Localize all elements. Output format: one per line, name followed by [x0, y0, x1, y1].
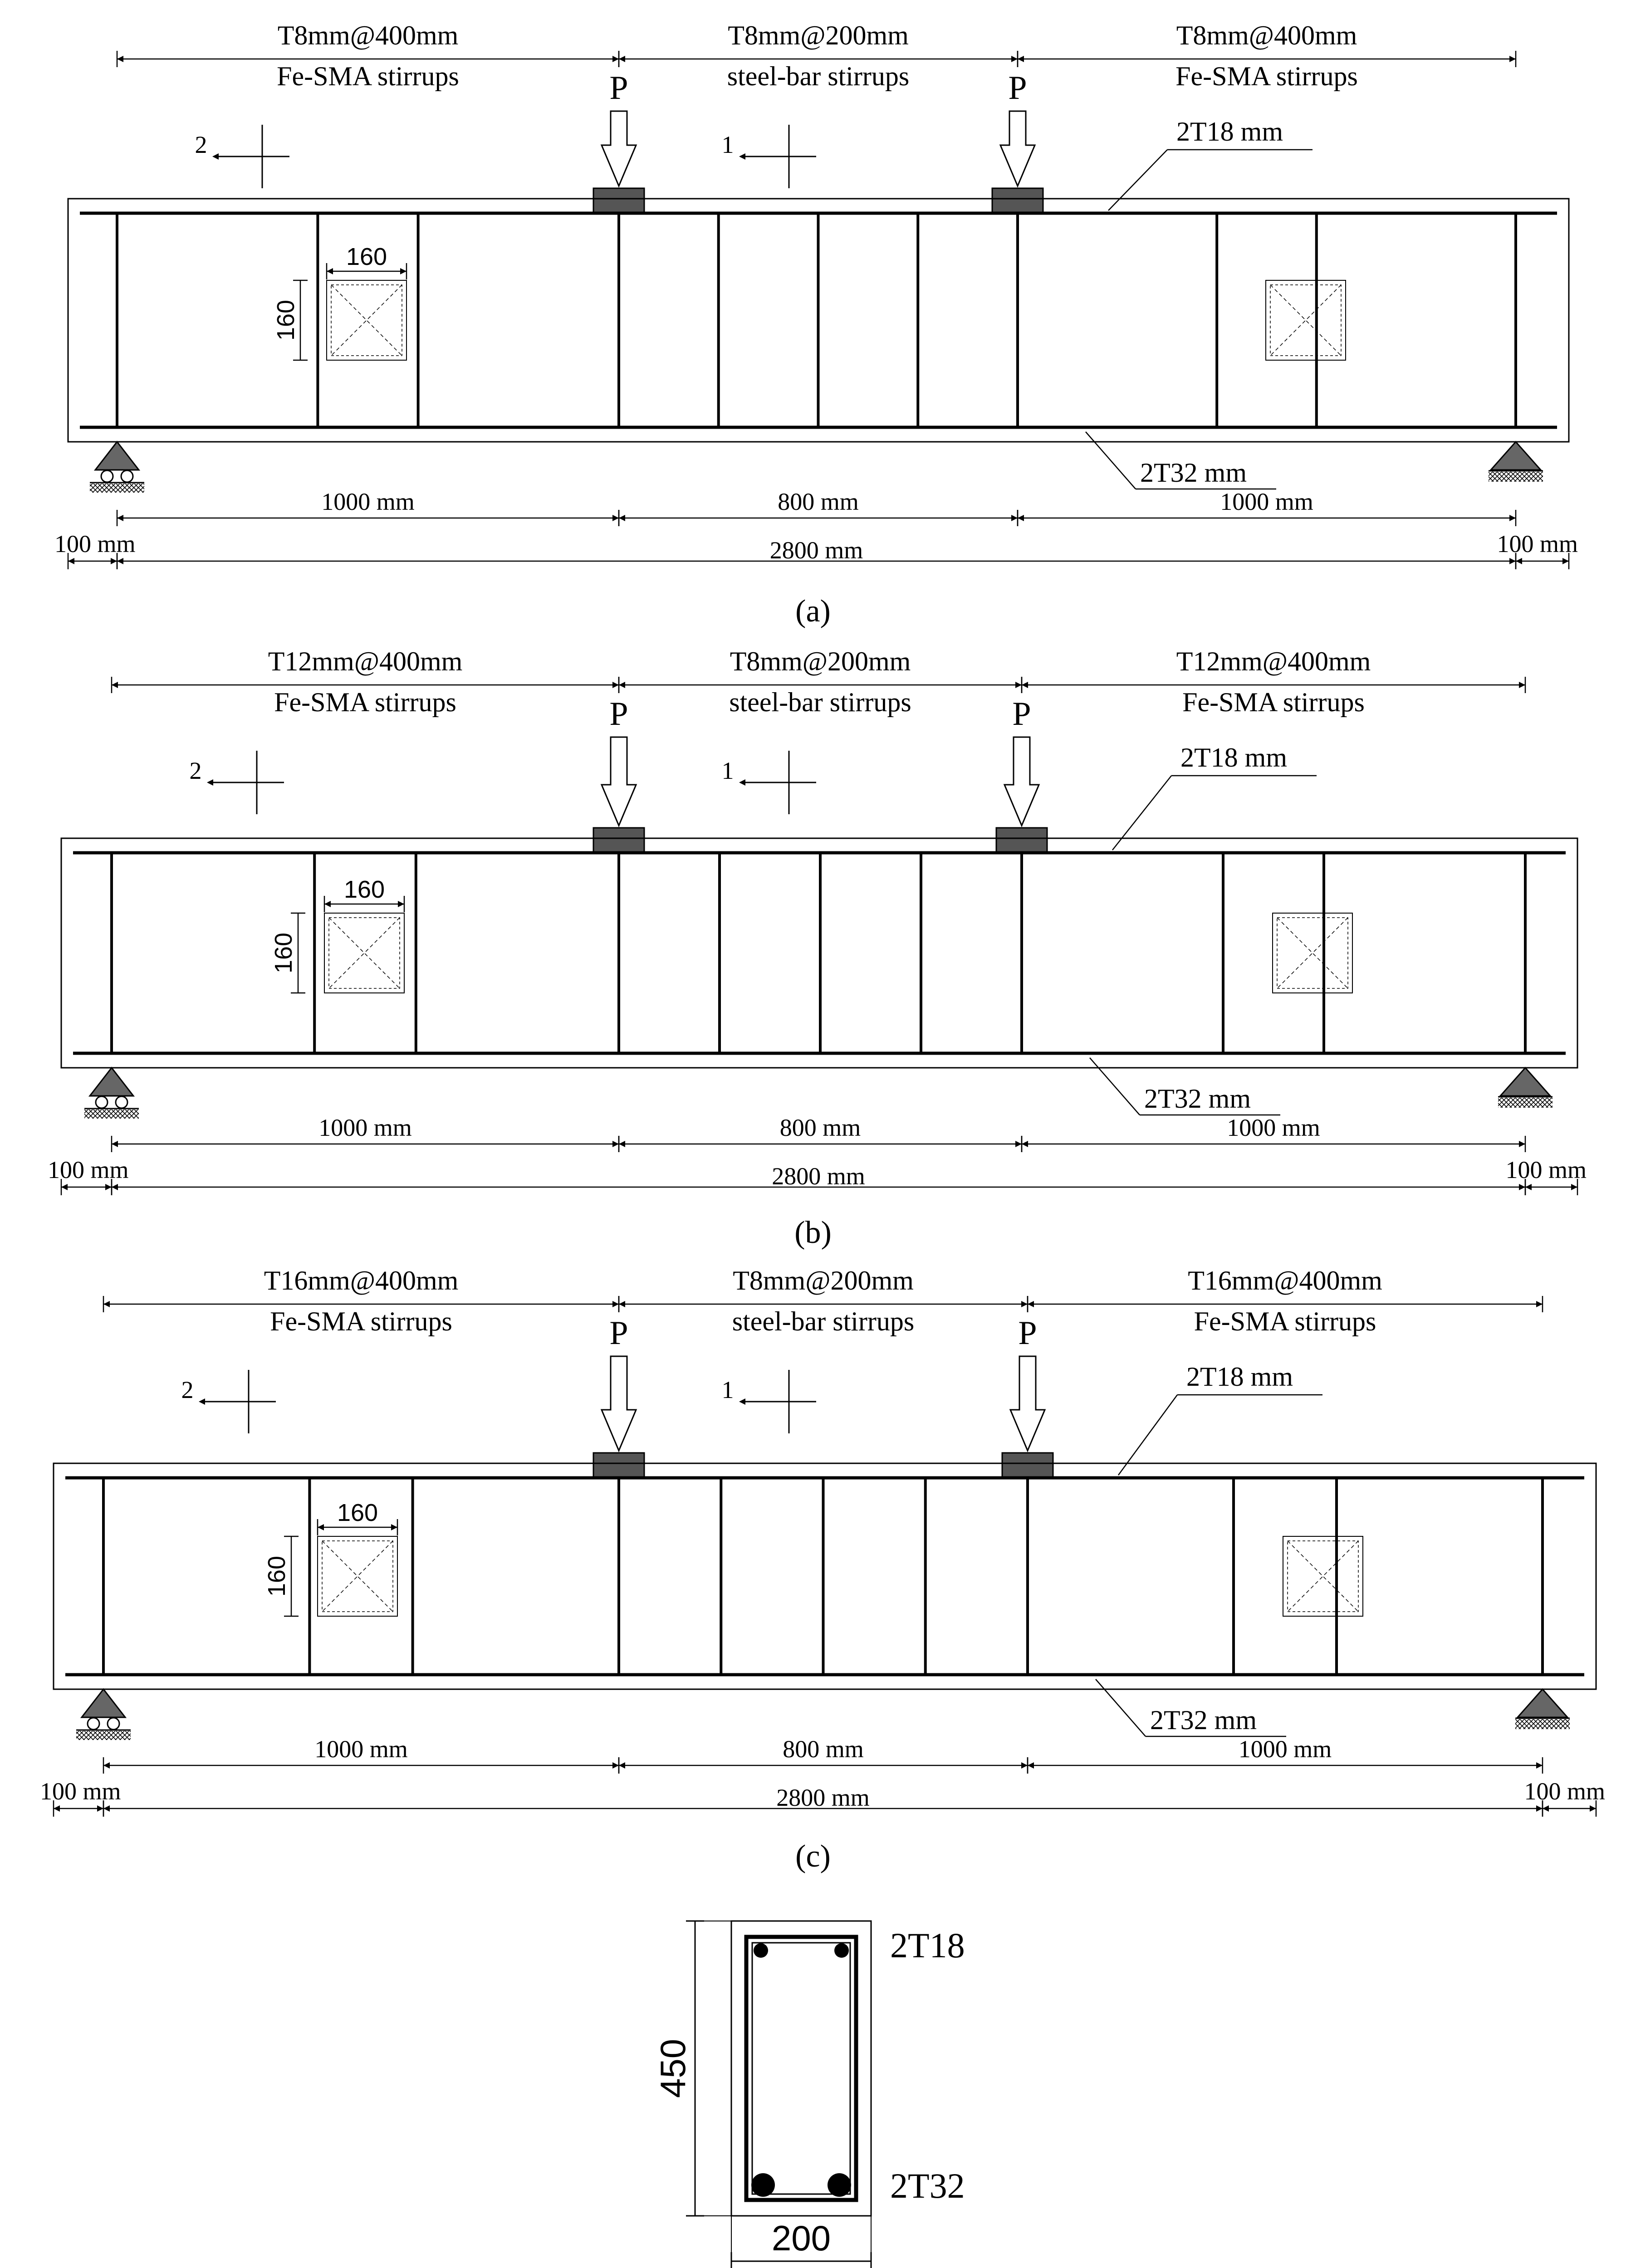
- panel-caption: (a): [795, 594, 831, 629]
- span-middle-label: 800 mm: [779, 1114, 861, 1141]
- roller: [116, 1096, 127, 1108]
- section-mark-label: 1: [721, 131, 734, 158]
- total-length-label: 2800 mm: [772, 1163, 865, 1190]
- leader-line: [1096, 1679, 1146, 1736]
- span-left-label: 1000 mm: [314, 1735, 408, 1763]
- load-plate: [1002, 1453, 1053, 1478]
- left-stirrup-spec: T16mm@400mm: [264, 1266, 459, 1295]
- roller: [101, 470, 113, 482]
- pin-support: [1515, 1689, 1570, 1729]
- middle-stirrup-spec: T8mm@200mm: [730, 646, 911, 676]
- box-width-label: 160: [343, 876, 385, 903]
- support-triangle: [1500, 1068, 1550, 1096]
- dimension-arrow-right: [398, 901, 404, 907]
- section-mark-1: [722, 751, 817, 814]
- load-plate: [593, 188, 644, 213]
- load-arrow: [602, 737, 636, 826]
- box-height-dimension: [263, 1536, 299, 1616]
- dimension-arrow-left: [1018, 56, 1024, 62]
- dimension-arrow-left: [1525, 1184, 1532, 1190]
- dimension-arrow-left: [117, 56, 123, 62]
- load-plate: [593, 1453, 644, 1478]
- dimension-arrow-right: [1536, 1301, 1543, 1307]
- left-stirrup-spec: T8mm@400mm: [277, 20, 459, 50]
- right-stirrup-type: Fe-SMA stirrups: [1175, 61, 1358, 91]
- dimension-arrow-right: [1519, 682, 1525, 688]
- middle-stirrup-spec: T8mm@200mm: [728, 20, 909, 50]
- dimension-arrow-right: [1519, 1184, 1525, 1190]
- section-bottom-bars-label: 2T32: [890, 2166, 965, 2205]
- span-right-label: 1000 mm: [1227, 1114, 1320, 1141]
- box-height-dimension: [270, 913, 305, 993]
- dimension-arrow-left: [103, 1301, 110, 1307]
- dimension-arrow-right: [1021, 1762, 1028, 1769]
- section-arrow: [739, 1398, 745, 1405]
- section-mark-label: 2: [195, 131, 207, 158]
- middle-stirrup-type: steel-bar stirrups: [727, 61, 910, 91]
- load-plate: [593, 828, 644, 853]
- dimension-arrow-left: [103, 1805, 110, 1812]
- section-mark-label: 2: [181, 1376, 194, 1403]
- support-triangle: [82, 1689, 125, 1717]
- ground-hatch: [1515, 1719, 1570, 1729]
- section-height-label: 450: [653, 2038, 693, 2098]
- bottom-bar-left: [751, 2173, 775, 2197]
- panel-caption: (c): [795, 1839, 831, 1874]
- bottom-bar-text: 2T32 mm: [1144, 1084, 1251, 1114]
- pin-support: [1498, 1068, 1553, 1108]
- dimension-arrow-right: [612, 56, 619, 62]
- dimension-arrow-left: [1516, 558, 1522, 564]
- section-arrow: [212, 153, 219, 160]
- dimension-arrow-left: [61, 1184, 68, 1190]
- dimension-arrow-left: [1028, 1301, 1034, 1307]
- box-width-label: 160: [346, 243, 387, 270]
- load-point: [992, 69, 1043, 213]
- dimension-arrow-left: [619, 1141, 625, 1147]
- roller-support: [90, 442, 144, 493]
- right-stirrup-type: Fe-SMA stirrups: [1194, 1306, 1376, 1336]
- support-triangle: [1518, 1689, 1567, 1717]
- dimension-arrow-right: [1021, 1301, 1028, 1307]
- load-label: P: [609, 69, 628, 107]
- beam-panel-b: [48, 646, 1587, 1250]
- dimension-arrow-right: [612, 1141, 619, 1147]
- leader-line: [1086, 432, 1136, 489]
- overhang-left-label: 100 mm: [40, 1778, 121, 1805]
- gauge-box-right: [1266, 280, 1346, 360]
- span-middle-label: 800 mm: [783, 1735, 864, 1763]
- section-mark-label: 1: [721, 757, 734, 784]
- dimension-arrow-right: [1519, 1141, 1525, 1147]
- bottom-bar-label: [1096, 1679, 1286, 1736]
- section-top-bars-label: 2T18: [890, 1926, 965, 1965]
- roller-support: [76, 1689, 131, 1740]
- overhang-left-label: 100 mm: [48, 1156, 129, 1183]
- gauge-box-right: [1273, 913, 1352, 993]
- gauge-box-right: [1283, 1536, 1363, 1616]
- right-stirrup-spec: T8mm@400mm: [1176, 20, 1357, 50]
- load-arrow: [1004, 737, 1039, 826]
- load-label: P: [609, 695, 628, 733]
- bottom-bar-label: [1090, 1058, 1280, 1115]
- load-plate: [996, 828, 1047, 853]
- top-bar-label: [1118, 1362, 1322, 1475]
- left-stirrup-type: Fe-SMA stirrups: [277, 61, 459, 91]
- dimension-arrow-left: [117, 515, 123, 521]
- dimension-arrow-right: [612, 1301, 619, 1307]
- leader-line: [1108, 150, 1167, 210]
- overhang-right-label: 100 mm: [1524, 1778, 1605, 1805]
- dimension-arrow-right: [1590, 1805, 1596, 1812]
- load-label: P: [1008, 69, 1027, 107]
- dimension-arrow-left: [112, 1184, 118, 1190]
- section-stirrup-inner: [752, 1943, 850, 2194]
- middle-stirrup-type: steel-bar stirrups: [729, 687, 911, 717]
- beam-panel-a: [54, 20, 1578, 629]
- section-mark-label: 2: [189, 757, 202, 784]
- section-arrow: [199, 1398, 205, 1405]
- beam-panel-c: [40, 1266, 1605, 1874]
- dimension-arrow-left: [327, 268, 333, 274]
- dimension-arrow-left: [1543, 1805, 1549, 1812]
- beam-panels: [40, 20, 1605, 1874]
- middle-stirrup-spec: T8mm@200mm: [733, 1266, 914, 1295]
- section-width-dimension: [731, 2216, 871, 2268]
- dimension-arrow-right: [1509, 56, 1516, 62]
- span-left-label: 1000 mm: [321, 488, 415, 515]
- gauge-box-left: [270, 876, 404, 993]
- dimension-arrow-right: [1509, 515, 1516, 521]
- section-width-label: 200: [771, 2218, 831, 2258]
- overhang-right-label: 100 mm: [1505, 1156, 1587, 1183]
- span-left-label: 1000 mm: [318, 1114, 412, 1141]
- dimension-arrow-right: [105, 1184, 112, 1190]
- dimension-arrow-right: [1536, 1762, 1543, 1769]
- box-height-dimension: [272, 280, 308, 360]
- dimension-arrow-right: [111, 558, 117, 564]
- ground-hatch: [76, 1731, 131, 1740]
- dimension-arrow-left: [619, 1762, 625, 1769]
- dimension-arrow-left: [68, 558, 74, 564]
- load-arrow: [602, 1356, 636, 1451]
- load-arrow: [602, 111, 636, 186]
- section-mark-1: [722, 1370, 817, 1433]
- ground-hatch: [1498, 1098, 1553, 1108]
- dimension-arrow-right: [391, 1524, 397, 1530]
- section-mark-1: [722, 125, 817, 188]
- dimension-arrow-left: [1018, 515, 1024, 521]
- dimension-arrow-right: [1015, 1141, 1022, 1147]
- dimension-arrow-left: [112, 1141, 118, 1147]
- dimension-arrow-right: [1011, 515, 1018, 521]
- total-length-label: 2800 mm: [769, 537, 863, 564]
- dimension-arrow-right: [1571, 1184, 1577, 1190]
- overhang-left-label: 100 mm: [54, 530, 136, 557]
- box-height-label: 160: [263, 1555, 290, 1597]
- top-bar-label: [1112, 743, 1317, 850]
- dimension-arrow-left: [324, 901, 331, 907]
- dimension-arrow-right: [612, 682, 619, 688]
- stirrups: [112, 853, 1525, 1053]
- dimension-arrow-left: [117, 558, 123, 564]
- roller: [121, 470, 133, 482]
- stirrups: [103, 1478, 1543, 1675]
- bottom-bar-text: 2T32 mm: [1150, 1705, 1257, 1735]
- load-point: [996, 695, 1047, 853]
- load-point: [593, 1315, 644, 1478]
- dimension-arrow-left: [1028, 1762, 1034, 1769]
- bottom-bar-label: [1086, 432, 1276, 489]
- dimension-arrow-left: [1022, 1141, 1028, 1147]
- top-bar-text: 2T18 mm: [1176, 117, 1283, 147]
- dimension-arrow-right: [1011, 56, 1018, 62]
- span-middle-label: 800 mm: [778, 488, 859, 515]
- section-arrow: [739, 153, 745, 160]
- section-mark-label: 1: [721, 1376, 734, 1403]
- span-right-label: 1000 mm: [1220, 488, 1313, 515]
- top-bar-text: 2T18 mm: [1180, 743, 1287, 772]
- left-stirrup-spec: T12mm@400mm: [268, 646, 463, 676]
- dimension-arrow-left: [619, 515, 625, 521]
- load-label: P: [1012, 695, 1031, 733]
- cross-section-panel: [653, 1921, 965, 2268]
- load-label: P: [1018, 1315, 1037, 1352]
- roller-support: [84, 1068, 139, 1119]
- middle-stirrup-type: steel-bar stirrups: [732, 1306, 915, 1336]
- dimension-arrow-right: [612, 515, 619, 521]
- span-right-label: 1000 mm: [1238, 1735, 1332, 1763]
- dimension-arrow-left: [54, 1805, 60, 1812]
- dimension-arrow-right: [97, 1805, 103, 1812]
- box-width-label: 160: [337, 1499, 378, 1526]
- top-bar-right: [834, 1943, 849, 1958]
- section-mark-2: [181, 1370, 276, 1433]
- bottom-bar-text: 2T32 mm: [1140, 458, 1247, 488]
- dimension-arrow-right: [1536, 1805, 1543, 1812]
- section-arrow: [207, 779, 213, 786]
- dimension-arrow-left: [619, 56, 625, 62]
- section-height-dimension: [653, 1921, 731, 2216]
- dimension-arrow-right: [1015, 682, 1022, 688]
- top-bar-label: [1108, 117, 1313, 210]
- load-point: [1002, 1315, 1053, 1478]
- box-height-label: 160: [270, 932, 297, 974]
- overhang-right-label: 100 mm: [1497, 530, 1578, 557]
- support-triangle: [1491, 442, 1541, 470]
- support-triangle: [90, 1068, 133, 1096]
- roller: [108, 1718, 119, 1730]
- section-arrow: [739, 779, 745, 786]
- load-label: P: [609, 1315, 628, 1352]
- total-length-label: 2800 mm: [776, 1784, 870, 1811]
- box-height-label: 160: [272, 299, 299, 341]
- dimension-arrow-left: [112, 682, 118, 688]
- load-arrow: [1000, 111, 1035, 186]
- dimension-arrow-right: [400, 268, 406, 274]
- load-plate: [992, 188, 1043, 213]
- section-mark-2: [190, 751, 284, 814]
- ground-hatch: [1489, 472, 1543, 482]
- pin-support: [1489, 442, 1543, 482]
- right-stirrup-type: Fe-SMA stirrups: [1182, 687, 1365, 717]
- load-point: [593, 69, 644, 213]
- left-stirrup-type: Fe-SMA stirrups: [274, 687, 456, 717]
- leader-line: [1090, 1058, 1140, 1115]
- top-bar-left: [754, 1943, 768, 1958]
- load-arrow: [1010, 1356, 1045, 1451]
- roller: [96, 1096, 108, 1108]
- dimension-arrow-left: [619, 682, 625, 688]
- left-stirrup-type: Fe-SMA stirrups: [270, 1306, 452, 1336]
- section-mark-2: [195, 125, 290, 188]
- load-point: [593, 695, 644, 853]
- dimension-arrow-left: [318, 1524, 324, 1530]
- right-stirrup-spec: T16mm@400mm: [1188, 1266, 1382, 1295]
- right-stirrup-spec: T12mm@400mm: [1176, 646, 1371, 676]
- panel-caption: (b): [794, 1215, 832, 1250]
- bottom-bar-right: [828, 2173, 851, 2197]
- dimension-arrow-right: [1562, 558, 1569, 564]
- roller: [88, 1718, 99, 1730]
- top-bar-text: 2T18 mm: [1186, 1362, 1293, 1392]
- support-triangle: [95, 442, 139, 470]
- dimension-arrow-left: [103, 1762, 110, 1769]
- dimension-arrow-left: [619, 1301, 625, 1307]
- gauge-box-left: [263, 1499, 397, 1616]
- gauge-box-left: [272, 243, 406, 360]
- section-stirrup-outer: [746, 1937, 856, 2200]
- dimension-arrow-left: [1022, 682, 1028, 688]
- dimension-arrow-right: [1509, 558, 1516, 564]
- ground-hatch: [84, 1110, 139, 1119]
- ground-hatch: [90, 484, 144, 493]
- dimension-arrow-right: [612, 1762, 619, 1769]
